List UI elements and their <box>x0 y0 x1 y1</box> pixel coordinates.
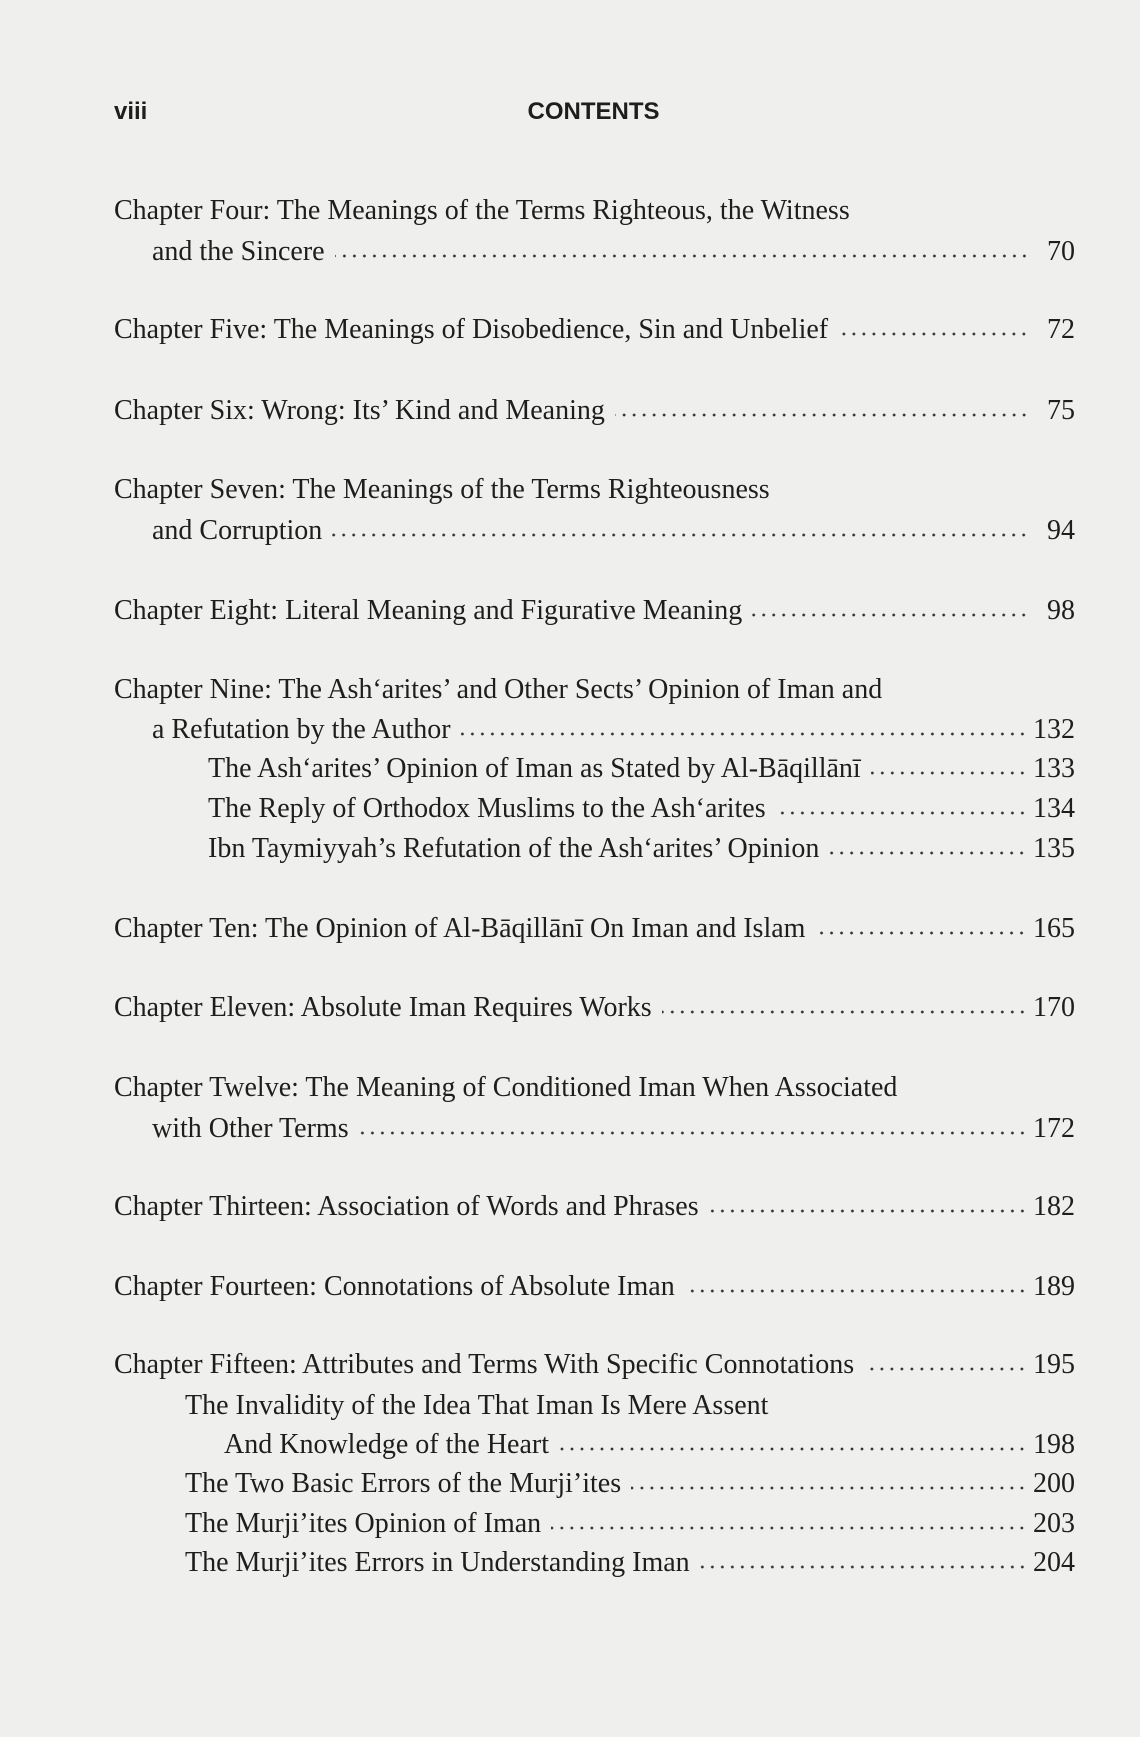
dot-leader <box>461 729 1027 739</box>
toc-page-number: 165 <box>1033 913 1075 944</box>
dot-leader <box>551 1523 1027 1533</box>
toc-entry <box>0 911 1075 947</box>
toc-entry-title: Chapter Eight: Literal Meaning and Figurative Meaning <box>114 595 743 626</box>
toc-entry <box>0 990 1075 1026</box>
toc-entry <box>0 593 1075 629</box>
toc-page-number: 198 <box>1033 1429 1075 1460</box>
toc-entry-title: The Reply of Orthodox Muslims to the Ash‘arites <box>208 793 766 824</box>
toc-entry-title: a Refutation by the Author <box>152 714 451 745</box>
toc-entry <box>0 1111 1075 1147</box>
toc-entry-title: The Ash‘arites’ Opinion of Iman as Stated by Al-Bāqillānī <box>208 753 861 784</box>
toc-entry-title: Chapter Ten: The Opinion of Al-Bāqillānī On Iman and Islam <box>114 913 806 944</box>
toc-page-number: 70 <box>1047 236 1075 267</box>
toc-entry <box>0 1347 1075 1383</box>
dot-leader <box>359 1128 1027 1138</box>
toc-entry-title: And Knowledge of the Heart <box>224 1429 550 1460</box>
toc-entry <box>0 751 1075 787</box>
toc-page-number: 98 <box>1047 595 1075 626</box>
toc-entry <box>0 513 1075 549</box>
toc-entry-title: Chapter Twelve: The Meaning of Conditioned Iman When Associated <box>114 1072 898 1103</box>
toc-page-number: 200 <box>1033 1468 1075 1499</box>
toc-entry <box>0 312 1075 348</box>
toc-entry-title: and the Sincere <box>152 236 325 267</box>
dot-leader <box>332 530 1029 540</box>
toc-page-number: 94 <box>1047 515 1075 546</box>
toc-entry <box>0 1545 1075 1581</box>
toc-entry <box>0 831 1075 867</box>
toc-entry <box>0 672 1075 708</box>
toc-entry <box>0 234 1075 270</box>
toc-page-number: 72 <box>1047 314 1075 345</box>
toc-entry-title: The Murji’ites Opinion of Iman <box>185 1508 542 1539</box>
toc-page-number: 189 <box>1033 1271 1075 1302</box>
dot-leader <box>752 610 1029 620</box>
toc-entry <box>0 393 1075 429</box>
toc-page-number: 204 <box>1033 1547 1075 1578</box>
dot-leader <box>615 410 1029 420</box>
toc-entry <box>0 1427 1075 1463</box>
toc-entry <box>0 1070 1075 1106</box>
dot-leader <box>559 1444 1027 1454</box>
toc-page-number: 135 <box>1033 833 1075 864</box>
toc-page-number: 172 <box>1033 1113 1075 1144</box>
toc-entry <box>0 1269 1075 1305</box>
toc-entry-title: Chapter Nine: The Ash‘arites’ and Other Sects’ Opinion of Iman and <box>114 674 883 705</box>
dot-leader <box>709 1206 1027 1216</box>
dot-leader <box>871 768 1027 778</box>
toc-page-number: 182 <box>1033 1191 1075 1222</box>
dot-leader <box>864 1364 1027 1374</box>
dot-leader <box>631 1483 1027 1493</box>
toc-page-number: 203 <box>1033 1508 1075 1539</box>
toc-entry <box>0 193 1075 229</box>
toc-entry-title: Chapter Six: Wrong: Its’ Kind and Meaning <box>114 395 605 426</box>
toc-entry-title: The Two Basic Errors of the Murji’ites <box>185 1468 622 1499</box>
toc-entry <box>0 1189 1075 1225</box>
toc-entry-title: Chapter Fifteen: Attributes and Terms With Specific Connotations <box>114 1349 855 1380</box>
toc-page-number: 132 <box>1033 714 1075 745</box>
toc-entry <box>0 1506 1075 1542</box>
dot-leader <box>829 848 1027 858</box>
toc-page-number: 195 <box>1033 1349 1075 1380</box>
dot-leader <box>662 1007 1027 1017</box>
toc-entry <box>0 1466 1075 1502</box>
toc-entry-title: The Invalidity of the Idea That Iman Is Mere Assent <box>185 1390 769 1421</box>
toc-entry <box>0 1388 1075 1424</box>
toc-entry <box>0 712 1075 748</box>
dot-leader <box>838 329 1029 339</box>
dot-leader <box>815 928 1027 938</box>
dot-leader <box>700 1562 1027 1572</box>
toc-entry <box>0 472 1075 508</box>
toc-entry-title: with Other Terms <box>152 1113 349 1144</box>
toc-entry <box>0 791 1075 827</box>
dot-leader <box>685 1286 1027 1296</box>
toc-entry-title: Chapter Eleven: Absolute Iman Requires Works <box>114 992 652 1023</box>
dot-leader <box>335 251 1029 261</box>
toc-entry-title: Chapter Thirteen: Association of Words and Phrases <box>114 1191 699 1222</box>
toc-entry-title: Chapter Seven: The Meanings of the Terms Righteousness <box>114 474 770 505</box>
toc-entry-title: Chapter Fourteen: Connotations of Absolute Iman <box>114 1271 675 1302</box>
toc-page-number: 75 <box>1047 395 1075 426</box>
toc-entry-title: The Murji’ites Errors in Understanding Iman <box>185 1547 690 1578</box>
toc-entry-title: Chapter Four: The Meanings of the Terms Righteous, the Witness <box>114 195 850 226</box>
toc-page-number: 170 <box>1033 992 1075 1023</box>
toc-page-number: 133 <box>1033 753 1075 784</box>
toc-entry-title: Ibn Taymiyyah’s Refutation of the Ash‘arites’ Opinion <box>208 833 820 864</box>
dot-leader <box>776 808 1027 818</box>
toc-entry-title: and Corruption <box>152 515 323 546</box>
page-folio: viii <box>114 98 148 125</box>
page-title: CONTENTS <box>527 98 660 125</box>
toc-entry-title: Chapter Five: The Meanings of Disobedience, Sin and Unbelief <box>114 314 829 345</box>
toc-page-number: 134 <box>1033 793 1075 824</box>
